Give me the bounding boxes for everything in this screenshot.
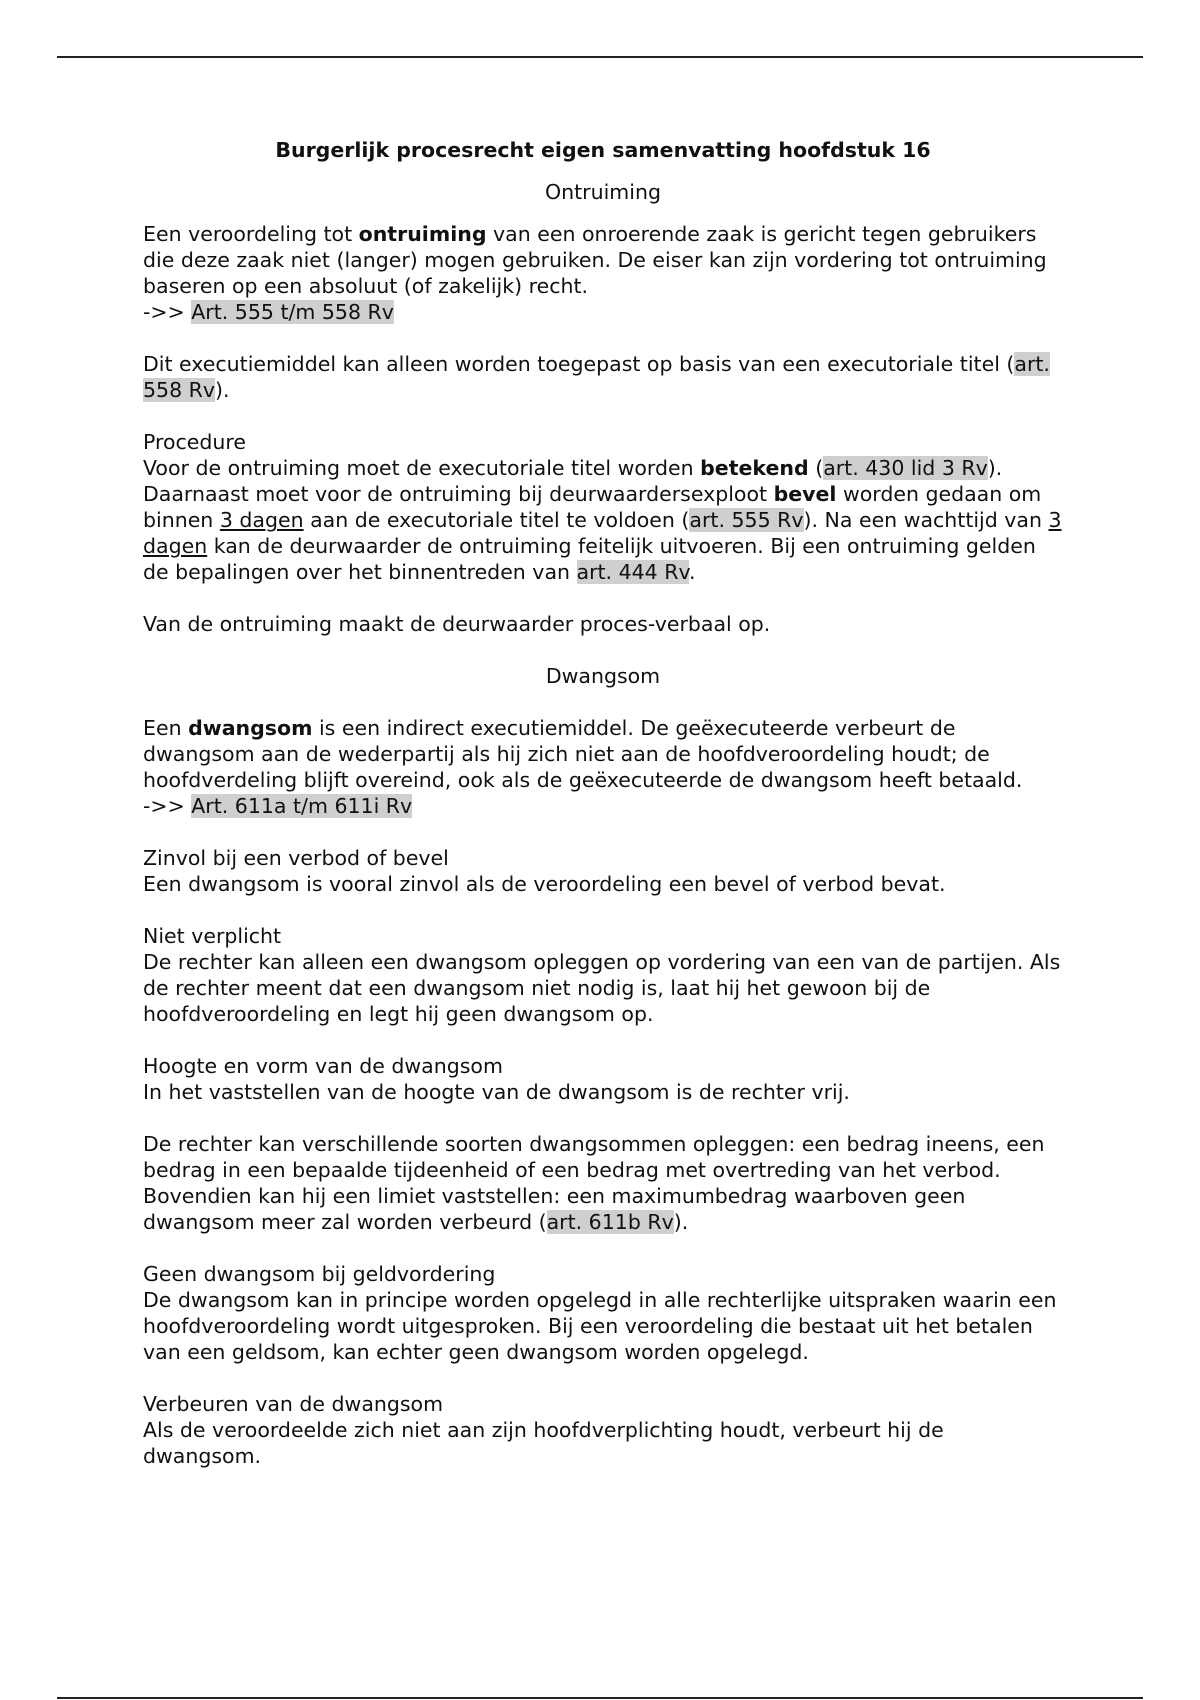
paragraph (143, 715, 1063, 819)
paragraph (143, 1261, 1063, 1365)
text: ). (673, 1210, 689, 1234)
subheading: Zinvol bij een verbod of bevel (143, 846, 449, 870)
article-reference: art. 430 lid 3 Rv (823, 456, 988, 480)
paragraph (143, 1053, 1063, 1105)
text: kan de deurwaarder de ontruiming feitelijk uitvoeren. Bij een ontruiming gelden de bepalingen over het binnentreden van (143, 534, 1036, 584)
text: Een (143, 716, 189, 740)
text: De rechter kan alleen een dwangsom opleggen op vordering van een van de partijen. Als de rechter meent dat een dwangsom niet nodig is, laat hij het gewoon bij de hoofdveroordeling en legt hij geen dwangsom op. (143, 950, 1061, 1026)
article-reference: art. 555 Rv (689, 508, 804, 532)
article-reference: Art. 611a t/m 611i Rv (191, 794, 413, 818)
subheading: Geen dwangsom bij geldvordering (143, 1262, 496, 1286)
arrow-marker: ->> (143, 300, 192, 324)
paragraph (143, 351, 1063, 403)
section-heading-ontruiming: Ontruiming (545, 180, 661, 204)
bold-term: betekend (700, 456, 809, 480)
article-reference: art. 611b Rv (546, 1210, 674, 1234)
text: Voor de ontruiming moet de executoriale titel worden (143, 456, 701, 480)
paragraph: Van de ontruiming maakt de deurwaarder proces-verbaal op. (143, 612, 771, 636)
bold-term: ontruiming (358, 222, 487, 246)
subheading: Hoogte en vorm van de dwangsom (143, 1054, 503, 1078)
text: Dit executiemiddel kan alleen worden toegepast op basis van een executoriale titel ( (143, 352, 1015, 376)
text: In het vaststellen van de hoogte van de dwangsom is de rechter vrij. (143, 1080, 850, 1104)
paragraph (143, 1391, 1063, 1469)
article-reference: art. 444 Rv (576, 560, 690, 584)
bold-term: bevel (773, 482, 837, 506)
text: ). Na een wachttijd van (803, 508, 1049, 532)
subheading: Niet verplicht (143, 924, 282, 948)
text: ). (215, 378, 230, 402)
paragraph (143, 221, 1063, 325)
text: van een onroerende zaak is gericht tegen gebruikers die deze zaak niet (langer) mogen gebruiken. De eiser kan zijn vordering tot ontruiming baseren op een absoluut (of zakelijk) recht. (143, 222, 1047, 298)
document-title: Burgerlijk procesrecht eigen samenvatting hoofdstuk 16 (275, 138, 931, 162)
text: ( (808, 456, 824, 480)
subheading: Procedure (143, 430, 247, 454)
text: Een veroordeling tot (143, 222, 359, 246)
document-page (143, 137, 1063, 1495)
text: De rechter kan verschillende soorten dwangsommen opleggen: een bedrag ineens, een bedrag in een bepaalde tijdeenheid of een bedrag met overtreding van het verbod. Bovendien kan hij een limiet vaststellen: een maximumbedrag waarboven geen dwangsom meer zal worden verbeurd ( (143, 1132, 1045, 1234)
text: . (689, 560, 696, 584)
paragraph (143, 845, 1063, 897)
underlined-term: 3 dagen (143, 508, 1062, 558)
text: De dwangsom kan in principe worden opgelegd in alle rechterlijke uitspraken waarin een hoofdveroordeling wordt uitgesproken. Bij een veroordeling die bestaat uit het betalen van een geldsom, kan echter geen dwangsom worden opgelegd. (143, 1288, 1057, 1364)
underlined-term: 3 dagen (219, 508, 304, 532)
subheading: Verbeuren van de dwangsom (143, 1392, 444, 1416)
paragraph (143, 1131, 1063, 1235)
text: is een indirect executiemiddel. De geëxecuteerde verbeurt de dwangsom aan de wederpartij als hij zich niet aan de hoofdveroordeling houdt; de hoofdverdeling blijft overeind, ook als de geëxecuteerde de dwangsom heeft betaald. (143, 716, 1023, 792)
section-heading-dwangsom: Dwangsom (545, 664, 661, 688)
text: ). Daarnaast moet voor de ontruiming bij deurwaardersexploot (143, 456, 1003, 506)
paragraph-procedure (143, 429, 1063, 585)
bold-term: dwangsom (188, 716, 313, 740)
text: Als de veroordeelde zich niet aan zijn hoofdverplichting houdt, verbeurt hij de dwangsom. (143, 1418, 944, 1468)
paragraph (143, 923, 1063, 1027)
text: Een dwangsom is vooral zinvol als de veroordeling een bevel of verbod bevat. (143, 872, 946, 896)
bottom-rule (57, 1697, 1143, 1699)
text: worden gedaan om binnen (143, 482, 1042, 532)
article-reference: art. 558 Rv (143, 352, 1050, 402)
text: aan de executoriale titel te voldoen ( (303, 508, 690, 532)
article-reference: Art. 555 t/m 558 Rv (191, 300, 394, 324)
top-rule (57, 56, 1143, 58)
arrow-marker: ->> (143, 794, 192, 818)
